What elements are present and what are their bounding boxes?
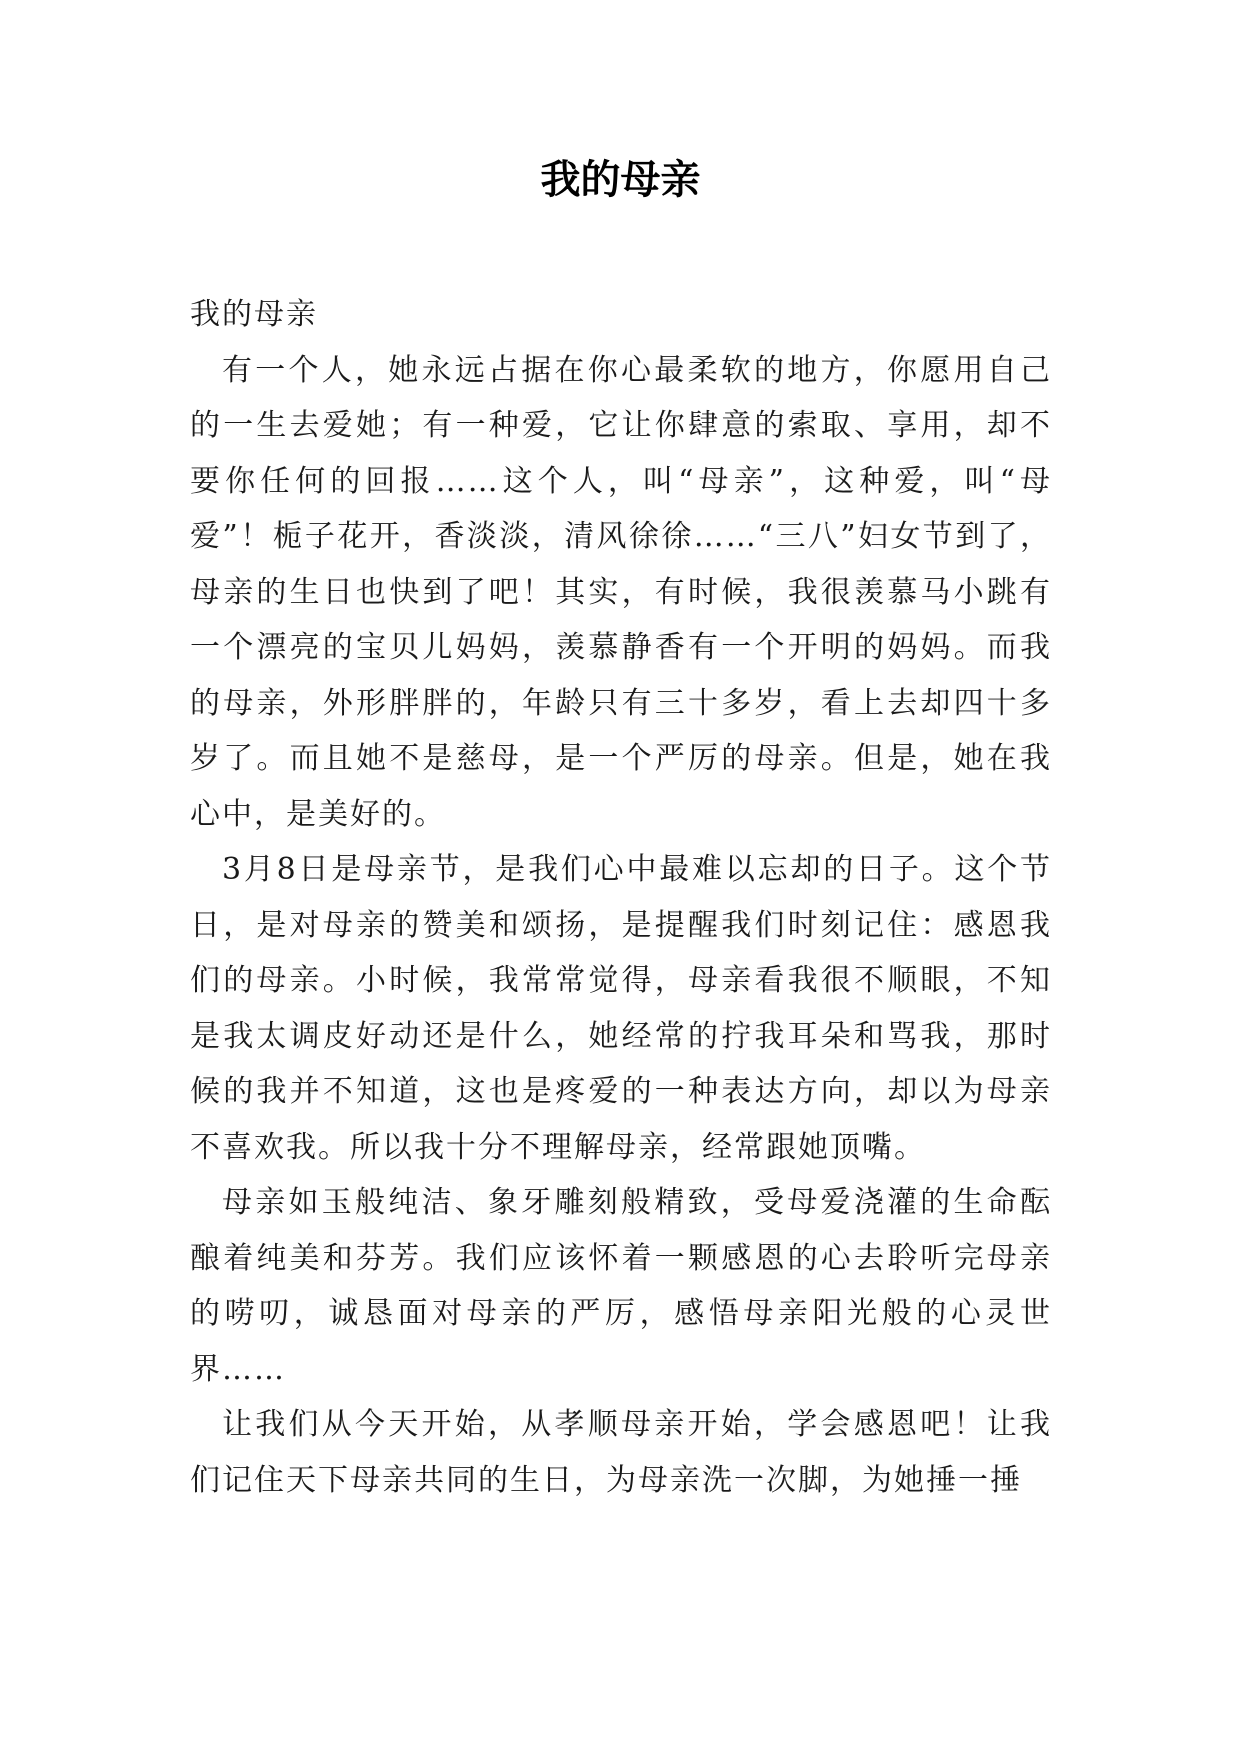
paragraph: 让我们从今天开始，从孝顺母亲开始，学会感恩吧！让我们记住天下母亲共同的生日，为母亲洗一次脚，为她捶一捶 (190, 1407, 1052, 1498)
document-body (190, 287, 1052, 1508)
document-subtitle: 我的母亲 (190, 297, 318, 332)
paragraph: 3月8日是母亲节，是我们心中最难以忘却的日子。这个节日，是对母亲的赞美和颂扬，是提醒我们时刻记住：感恩我们的母亲。小时候，我常常觉得，母亲看我很不顺眼，不知是我太调皮好动还是什么，她经常的拧我耳朵和骂我，那时候的我并不知道，这也是疼爱的一种表达方向，却以为母亲不喜欢我。所以我十分不理解母亲，经常跟她顶嘴。 (190, 852, 1052, 1165)
paragraph: 有一个人，她永远占据在你心最柔软的地方，你愿用自己的一生去爱她；有一种爱，它让你肆意的索取、享用，却不要你任何的回报……这个人，叫“母亲”，这种爱，叫“母爱”！栀子花开，香淡淡，清风徐徐……“三八”妇女节到了，母亲的生日也快到了吧！其实，有时候，我很羡慕马小跳有一个漂亮的宝贝儿妈妈，羡慕静香有一个开明的妈妈。而我的母亲，外形胖胖的，年龄只有三十多岁，看上去却四十多岁了。而且她不是慈母，是一个严厉的母亲。但是，她在我心中，是美好的。 (190, 352, 1052, 832)
document-title: 我的母亲 (540, 156, 701, 203)
paragraph: 母亲如玉般纯洁、象牙雕刻般精致，受母爱浇灌的生命酝酿着纯美和芬芳。我们应该怀着一颗感恩的心去聆听完母亲的唠叨，诚恳面对母亲的严厉，感悟母亲阳光般的心灵世界…… (190, 1185, 1052, 1387)
